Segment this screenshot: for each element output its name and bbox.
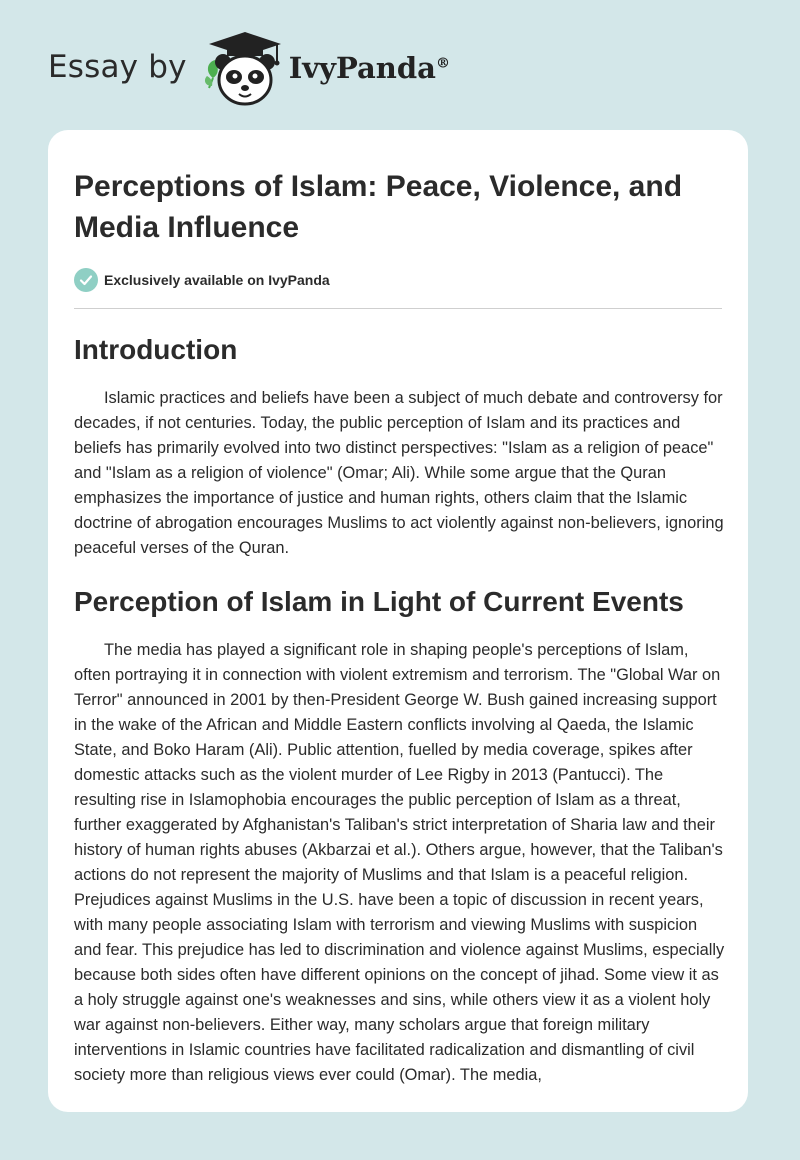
page-title: Perceptions of Islam: Peace, Violence, and Media Influence bbox=[74, 170, 683, 244]
ivypanda-logo-icon[interactable] bbox=[199, 28, 287, 108]
check-icon bbox=[74, 268, 98, 292]
section-paragraph-current-events: The media has played a significant role in shaping people's perceptions of Islam, often portraying it in connection with violent extremism and terrorism. The "Global War on Terror" announced in 2001 by then-President George W. Bush gained increasing support in the wake of the African and Middle Eastern conflicts involving al Qaeda, the Islamic State, and Boko Haram (Ali). Public attention, fuelled by media coverage, spikes after domestic attacks such as the violent murder of Lee Rigby in 2013 (Pantucci). The resulting rise in Islamophobia encourages the public perception of Islam as a threat, further exaggerated by Afghanistan's Taliban's strict interpretation of Sharia law and their history of human rights abuses (Akbarzai et al.). Others argue, however, that the Taliban's actions do not represent the majority of Muslims and that Islam is a peaceful religion. Prejudices against Muslims in the U.S. have been a topic of discussion in recent years, with many people associating Islam with terrorism and viewing Muslims with suspicion and fear. This prejudice has led to discrimination and violence against Muslims, especially because both sides often have different opinions on the concept of jihad. Some view it as a holy struggle against one's weaknesses and sins, while others view it as a violent holy war against non-believers. Either way, many scholars argue that foreign military interventions in Islamic countries have facilitated radicalization and dismantling of civil society more than religious views ever could (Omar). The media, bbox=[74, 641, 725, 1084]
brand-header bbox=[48, 30, 450, 110]
brand-prefix: Essay by bbox=[48, 49, 187, 85]
brand-name[interactable]: IvyPanda® bbox=[288, 51, 450, 85]
section-heading-introduction: Introduction bbox=[74, 334, 238, 365]
divider bbox=[74, 308, 722, 309]
section-heading-current-events: Perception of Islam in Light of Current Events bbox=[74, 586, 684, 617]
exclusive-label: Exclusively available on IvyPanda bbox=[104, 272, 330, 288]
essay-card bbox=[48, 130, 748, 1112]
section-paragraph-introduction: Islamic practices and beliefs have been a subject of much debate and controversy for decades, if not centuries. Today, the public perception of Islam and its practices and beliefs has primarily evolved into two distinct perspectives: "Islam as a religion of peace" and "Islam as a religion of violence" (Omar; Ali). While some argue that the Quran emphasizes the importance of justice and human rights, others claim that the Islamic doctrine of abrogation encourages Muslims to act violently against non-believers, ignoring peaceful verses of the Quran. bbox=[74, 389, 724, 557]
exclusive-badge bbox=[74, 268, 722, 292]
